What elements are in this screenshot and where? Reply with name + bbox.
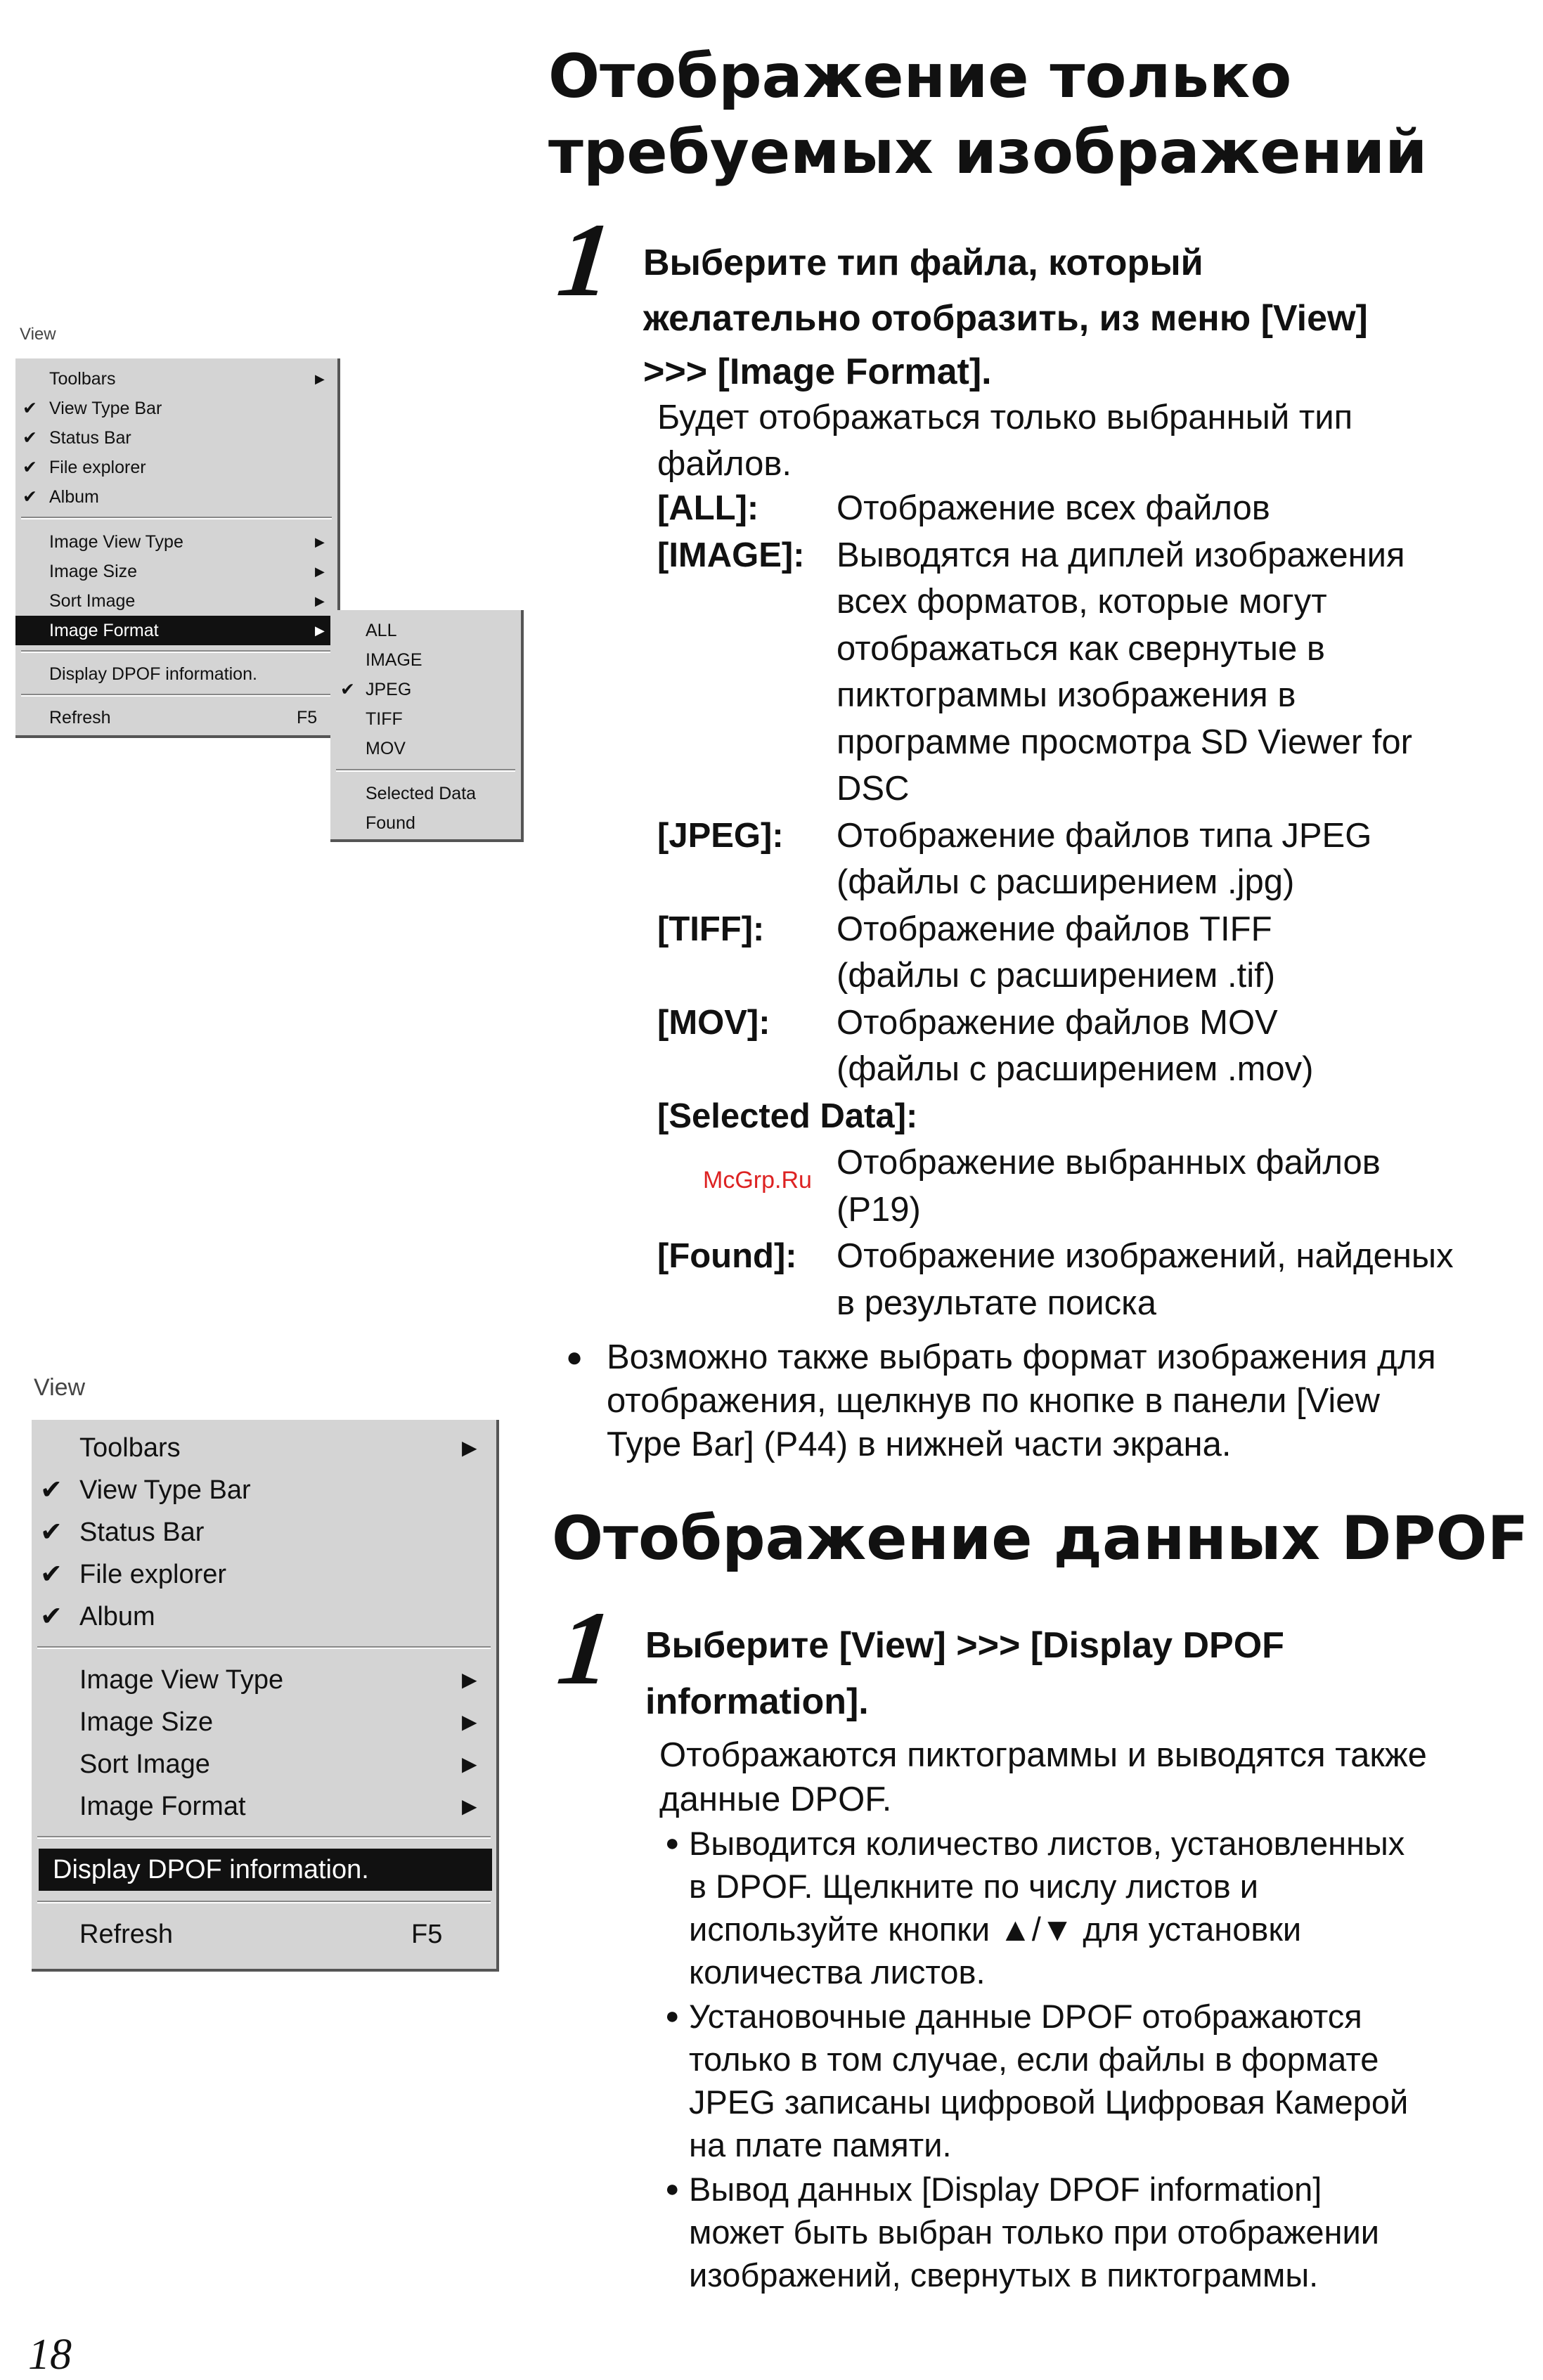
bullet-icon: ● bbox=[665, 1830, 680, 1856]
definition-term bbox=[657, 765, 837, 813]
definition-row bbox=[657, 578, 1525, 626]
view-menu-small bbox=[15, 358, 340, 738]
menu-separator bbox=[37, 1901, 491, 1903]
menu-item-label: Display DPOF information. bbox=[53, 1855, 369, 1884]
menu-item-label: Status Bar bbox=[49, 428, 131, 448]
definition-term bbox=[657, 952, 837, 1000]
menu-item-view-type-bar[interactable] bbox=[15, 394, 337, 423]
check-icon: ✔ bbox=[40, 1560, 63, 1589]
shortcut-key: F5 bbox=[411, 1920, 443, 1949]
menu-item-status-bar[interactable] bbox=[15, 423, 337, 453]
bullet-icon: ● bbox=[665, 2175, 680, 2202]
definition-row bbox=[657, 1233, 1525, 1280]
section2-step-number: 1 bbox=[553, 1590, 618, 1707]
definition-text: DSC bbox=[837, 770, 910, 808]
submenu-arrow-icon: ▶ bbox=[315, 623, 325, 638]
section2-step-line1: Выберите [View] >>> [Display DPOF bbox=[645, 1625, 1284, 1666]
menu-item-toolbars[interactable] bbox=[32, 1427, 496, 1469]
submenu-item-image[interactable] bbox=[330, 645, 521, 675]
menu-item-album[interactable] bbox=[32, 1596, 496, 1638]
menu-item-label: Sort Image bbox=[49, 591, 136, 611]
section1-title-line2: требуемых изображений bbox=[548, 117, 1428, 188]
definition-row bbox=[657, 859, 1525, 906]
menu-item-label: IMAGE bbox=[366, 650, 422, 670]
menu-item-refresh[interactable] bbox=[32, 1913, 496, 1955]
definition-term bbox=[657, 719, 837, 766]
definition-text: пиктограммы изображения в bbox=[837, 676, 1296, 714]
bullet-line: количества листов. bbox=[689, 1953, 986, 1991]
definition-text: (файлы с расширением .jpg) bbox=[837, 863, 1295, 901]
menu-item-label: Status Bar bbox=[79, 1518, 205, 1547]
menu-item-label: MOV bbox=[366, 739, 406, 758]
section2-step-line2: information]. bbox=[645, 1681, 869, 1722]
definition-row bbox=[657, 485, 1525, 532]
section1-intro-line2: файлов. bbox=[657, 445, 792, 483]
section1-step-line1: Выберите тип файла, который bbox=[643, 242, 1203, 283]
section1-note-line2: отображения, щелкнув по кнопке в панели [View bbox=[607, 1382, 1380, 1420]
section1-step-number: 1 bbox=[553, 202, 618, 318]
definition-text: программе просмотра SD Viewer for bbox=[837, 723, 1412, 761]
menu-item-sort-image[interactable] bbox=[15, 586, 337, 616]
definition-row bbox=[657, 906, 1525, 953]
section2-bullet-1 bbox=[665, 1822, 1532, 1993]
definition-text: Отображение выбранных файлов bbox=[837, 1144, 1381, 1182]
menu-item-label: Refresh bbox=[49, 708, 111, 727]
definition-term: [TIFF]: bbox=[657, 910, 765, 948]
submenu-item-found[interactable] bbox=[330, 808, 521, 838]
definition-row bbox=[657, 1046, 1525, 1093]
definition-text bbox=[917, 1093, 1525, 1140]
menu-item-label: Selected Data bbox=[366, 784, 477, 803]
bullet-line: JPEG записаны цифровой Цифровая Камерой bbox=[689, 2083, 1409, 2121]
submenu-arrow-icon: ▶ bbox=[315, 372, 325, 386]
menu-item-toolbars[interactable] bbox=[15, 364, 337, 394]
menu-item-refresh[interactable] bbox=[15, 703, 337, 732]
menu-item-label: Image Format bbox=[49, 621, 159, 640]
check-icon: ✔ bbox=[40, 1518, 63, 1547]
definition-text: всех форматов, которые могут bbox=[837, 583, 1327, 621]
definition-text: Отображение всех файлов bbox=[837, 489, 1270, 527]
submenu-arrow-icon: ▶ bbox=[462, 1753, 477, 1775]
menu-item-label: Album bbox=[49, 487, 99, 507]
menu-item-sort-image[interactable] bbox=[32, 1743, 496, 1785]
bullet-line: на плате памяти. bbox=[689, 2126, 952, 2164]
menu-item-label: View Type Bar bbox=[79, 1475, 251, 1505]
definition-row bbox=[657, 1093, 1525, 1140]
menu-item-album[interactable] bbox=[15, 482, 337, 512]
definition-row bbox=[657, 1000, 1525, 1047]
menu-item-label: Found bbox=[366, 813, 415, 833]
definition-text: отображаться как свернутые в bbox=[837, 629, 1325, 668]
section1-step-line3: >>> [Image Format]. bbox=[643, 351, 992, 392]
definition-term bbox=[657, 578, 837, 626]
menu-item-label: View Type Bar bbox=[49, 399, 162, 418]
definition-text: Выводятся на диплей изображения bbox=[837, 536, 1405, 574]
shortcut-key: F5 bbox=[297, 708, 318, 727]
bullet-line: используйте кнопки ▲/▼ для установки bbox=[689, 1910, 1302, 1948]
definition-row bbox=[657, 626, 1525, 673]
definition-text: Отображение файлов MOV bbox=[837, 1003, 1278, 1042]
menu-separator bbox=[21, 694, 332, 697]
bullet-line: только в том случае, если файлы в формате bbox=[689, 2041, 1379, 2078]
section1-title-line1: Отображение только bbox=[548, 41, 1292, 112]
bullet-line: Установочные данные DPOF отображаются bbox=[689, 1998, 1362, 2035]
bullet-line: Выводится количество листов, установленных bbox=[689, 1825, 1405, 1862]
section1-intro-line1: Будет отображаться только выбранный тип bbox=[657, 399, 1353, 436]
menu-separator bbox=[37, 1646, 491, 1649]
menu-item-view-type-bar[interactable] bbox=[32, 1469, 496, 1511]
menu-item-label: Toolbars bbox=[79, 1433, 181, 1463]
definition-text: в результате поиска bbox=[837, 1283, 1156, 1322]
definition-row bbox=[657, 672, 1525, 719]
menu-separator bbox=[21, 517, 332, 519]
submenu-arrow-icon: ▶ bbox=[315, 564, 325, 578]
menu-item-label: File explorer bbox=[49, 458, 146, 477]
menu-item-label: Image Format bbox=[79, 1792, 246, 1821]
definition-term bbox=[657, 859, 837, 906]
menu-item-label: Image Size bbox=[49, 562, 138, 581]
definition-term: [IMAGE]: bbox=[657, 536, 805, 574]
menu-small-header[interactable]: View bbox=[20, 325, 56, 344]
menu-item-image-view-type[interactable] bbox=[15, 527, 337, 557]
submenu-item-jpeg[interactable] bbox=[330, 675, 521, 704]
check-icon: ✔ bbox=[40, 1475, 63, 1505]
submenu-arrow-icon: ▶ bbox=[462, 1437, 477, 1459]
definition-text: (файлы с расширением .tif) bbox=[837, 957, 1276, 995]
menu-item-label: Image View Type bbox=[79, 1665, 284, 1695]
menu-item-label: TIFF bbox=[366, 709, 403, 729]
check-icon: ✔ bbox=[22, 487, 37, 507]
section1-step-line2: желательно отобразить, из меню [View] bbox=[643, 298, 1368, 339]
submenu-item-selected-data[interactable] bbox=[330, 779, 521, 808]
check-icon: ✔ bbox=[340, 680, 355, 699]
menu-separator bbox=[336, 769, 515, 772]
definition-text: (файлы с расширением .mov) bbox=[837, 1050, 1314, 1088]
section2-bullet-2 bbox=[665, 1995, 1532, 2166]
submenu-arrow-icon: ▶ bbox=[462, 1669, 477, 1690]
section1-note-line3: Type Bar] (P44) в нижней части экрана. bbox=[607, 1425, 1232, 1463]
definition-term bbox=[657, 1046, 837, 1093]
menu-item-image-size[interactable] bbox=[32, 1701, 496, 1743]
watermark: McGrp.Ru bbox=[703, 1167, 812, 1194]
menu-item-display-dpof[interactable] bbox=[15, 659, 337, 689]
definition-text: Отображение файлов типа JPEG bbox=[837, 816, 1372, 855]
section1-note bbox=[566, 1335, 1536, 1466]
section2-intro-line1: Отображаются пиктограммы и выводятся также bbox=[659, 1736, 1427, 1774]
definition-text: (P19) bbox=[837, 1190, 921, 1229]
definition-row bbox=[657, 765, 1525, 813]
bullet-line: может быть выбран только при отображении bbox=[689, 2213, 1379, 2251]
section2-intro-line2: данные DPOF. bbox=[659, 1780, 892, 1818]
menu-item-label: Image Size bbox=[79, 1707, 214, 1737]
format-definition-list bbox=[657, 485, 1525, 1326]
definition-text: Отображение файлов TIFF bbox=[837, 910, 1272, 948]
bullet-line: Вывод данных [Display DPOF information] bbox=[689, 2171, 1322, 2208]
submenu-item-tiff[interactable] bbox=[330, 704, 521, 734]
menu-item-label: File explorer bbox=[79, 1560, 227, 1589]
definition-row bbox=[657, 532, 1525, 579]
submenu-arrow-icon: ▶ bbox=[462, 1795, 477, 1817]
view-menu-large bbox=[32, 1420, 499, 1972]
menu-item-label: ALL bbox=[366, 621, 397, 640]
menu-item-image-view-type[interactable] bbox=[32, 1659, 496, 1701]
check-icon: ✔ bbox=[22, 458, 37, 477]
submenu-arrow-icon: ▶ bbox=[315, 535, 325, 549]
menu-item-image-format[interactable] bbox=[15, 616, 337, 645]
submenu-arrow-icon: ▶ bbox=[315, 594, 325, 608]
submenu-item-mov[interactable] bbox=[330, 734, 521, 763]
menu-item-display-dpof[interactable] bbox=[39, 1849, 492, 1891]
menu-item-file-explorer[interactable] bbox=[15, 453, 337, 482]
check-icon: ✔ bbox=[22, 399, 37, 418]
menu-separator bbox=[21, 650, 332, 653]
menu-item-label: Image View Type bbox=[49, 532, 183, 552]
definition-term: [ALL]: bbox=[657, 489, 759, 527]
definition-term bbox=[657, 672, 837, 719]
check-icon: ✔ bbox=[22, 428, 37, 448]
menu-item-label: Refresh bbox=[79, 1920, 174, 1949]
menu-item-label: Display DPOF information. bbox=[49, 664, 257, 684]
definition-row bbox=[657, 813, 1525, 860]
definition-term: [Found]: bbox=[657, 1237, 797, 1275]
section1-note-line1: Возможно также выбрать формат изображения для bbox=[607, 1338, 1436, 1376]
bullet-line: изображений, свернутых в пиктограммы. bbox=[689, 2256, 1319, 2294]
menu-item-label: Album bbox=[79, 1602, 155, 1631]
submenu-item-all[interactable] bbox=[330, 616, 521, 645]
menu-item-label: Toolbars bbox=[49, 369, 116, 389]
menu-item-image-size[interactable] bbox=[15, 557, 337, 586]
page-number: 18 bbox=[28, 2331, 72, 2379]
menu-separator bbox=[37, 1836, 491, 1839]
definition-term bbox=[657, 1280, 837, 1327]
menu-item-label: JPEG bbox=[366, 680, 412, 699]
definition-row bbox=[657, 1280, 1525, 1327]
definition-term: [Selected Data]: bbox=[657, 1097, 918, 1135]
menu-item-file-explorer[interactable] bbox=[32, 1553, 496, 1596]
section2-bullet-3 bbox=[665, 2168, 1532, 2296]
bullet-icon: ● bbox=[665, 2003, 680, 2029]
menu-item-label: Sort Image bbox=[79, 1750, 210, 1779]
image-format-submenu bbox=[330, 610, 524, 842]
definition-text: Отображение изображений, найденых bbox=[837, 1237, 1454, 1275]
check-icon: ✔ bbox=[40, 1602, 63, 1631]
menu-item-image-format[interactable] bbox=[32, 1785, 496, 1828]
definition-term: [JPEG]: bbox=[657, 816, 784, 855]
menu-item-status-bar[interactable] bbox=[32, 1511, 496, 1553]
definition-term bbox=[657, 626, 837, 673]
bullet-icon: ● bbox=[566, 1342, 583, 1373]
section2-title: Отображение данных DPOF bbox=[552, 1503, 1529, 1574]
definition-row bbox=[657, 719, 1525, 766]
submenu-arrow-icon: ▶ bbox=[462, 1711, 477, 1733]
definition-row bbox=[657, 952, 1525, 1000]
bullet-line: в DPOF. Щелкните по числу листов и bbox=[689, 1868, 1258, 1905]
menu-large-header[interactable]: View bbox=[34, 1374, 86, 1401]
definition-term: [MOV]: bbox=[657, 1003, 770, 1042]
